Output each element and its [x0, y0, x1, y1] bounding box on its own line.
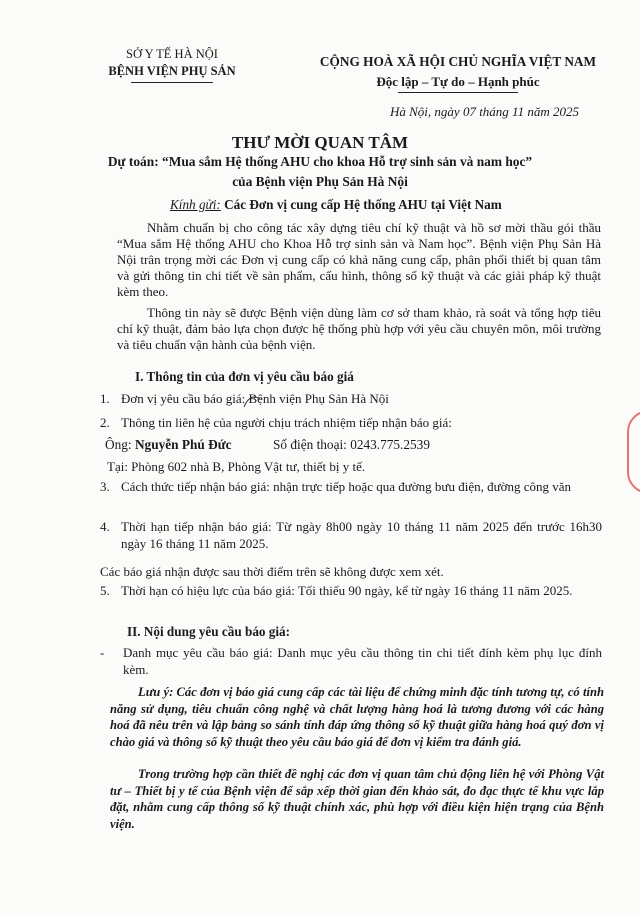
item-text: Danh mục yêu cầu báo giá: Danh mục yêu cầu thông tin chi tiết đính kèm phụ lục đính kèm. — [123, 645, 602, 677]
document-subtitle — [0, 152, 640, 192]
recipient-line — [170, 197, 502, 213]
list-item-4 — [100, 518, 602, 552]
issuer-underline — [131, 82, 213, 83]
pen-mark — [238, 391, 268, 413]
national-header — [318, 52, 598, 93]
issue-date: Hà Nội, ngày 07 tháng 11 năm 2025 — [390, 104, 579, 119]
late-submission-note: Các báo giá nhận được sau thời điểm trên sẽ không được xem xét. — [100, 564, 444, 579]
national-motto: Độc lập – Tự do – Hạnh phúc — [376, 74, 540, 89]
intro-paragraph-2: Thông tin này sẽ được Bệnh viện dùng làm cơ sở tham khảo, rà soát và tổng hợp tiêu chí kỹ thuật, đảm bảo lựa chọn được hệ thống phù hợp với yêu cầu chuyên môn, môi trường và tiêu chuẩn vận hành của bệnh viện. — [117, 305, 601, 352]
contact-line — [105, 436, 585, 453]
recipient-value: Các Đơn vị cung cấp Hệ thống AHU tại Việt Nam — [224, 197, 502, 212]
intro-paragraph-1: Nhằm chuẩn bị cho công tác xây dựng tiêu chí kỹ thuật và hồ sơ mời thầu gói thầu “Mua sắm Hệ thống AHU cho Khoa Hỗ trợ sinh sản và Nam học”. Bệnh viện Phụ Sản Hà Nội trân trọng mời các Đơn vị cung cấp có khả năng cung cấp, phân phối thiết bị quan tâm và gửi thông tin chi tiết về sản phẩm, cấu hình, thông số kỹ thuật và các giải pháp kỹ thuật kèm theo. — [117, 220, 601, 299]
subtitle-line-2: của Bệnh viện Phụ Sản Hà Nội — [232, 174, 408, 189]
document-title: THƯ MỜI QUAN TÂM — [231, 133, 409, 152]
item-number: 2. — [100, 415, 110, 430]
contact-phone: Số điện thoại: 0243.775.2539 — [273, 437, 430, 452]
bullet-dash: - — [100, 645, 105, 660]
item-text: Thời hạn có hiệu lực của báo giá: Tối thiểu 90 ngày, kể từ ngày 16 tháng 11 năm 2025. — [121, 583, 573, 598]
item-number: 4. — [100, 519, 110, 534]
contact-address: Tại: Phòng 602 nhà B, Phòng Vật tư, thiết bị y tế. — [107, 459, 366, 474]
item-number: 5. — [100, 583, 110, 598]
contact-request-paragraph: Trong trường hợp cần thiết đề nghị các đơn vị quan tâm chủ động liên hệ với Phòng Vật tư – Thiết bị y tế của Bệnh viện để sắp xếp thời gian đến khảo sát, đo đạc thực tế khu vực lắp đặt, nhằm cung cấp thông số kỹ thuật chính xác, phù hợp với điều kiện hiện trạng của Bệnh viện. — [110, 767, 604, 831]
department-name: SỞ Y TẾ HÀ NỘI — [126, 47, 218, 61]
red-seal-stamp — [627, 410, 640, 494]
note-paragraph: Lưu ý: Các đơn vị báo giá cung cấp các tài liệu để chứng minh đặc tính tương tự, có tính năng sử dụng, tiêu chuẩn công nghệ và chất lượng hàng hoá là tương đương với các hàng hoá đã nêu trên và lập bảng so sánh tính đáp ứng thông số kỹ thuật giữa hàng hoá quý đơn vị chào giá và thông số kỹ thuật theo yêu cầu báo giá để đơn vị kiểm tra đánh giá. — [110, 685, 604, 749]
item-text: Đơn vị yêu cầu báo giá: Bệnh viện Phụ Sản Hà Nội — [121, 391, 389, 406]
nation-name: CỘNG HOÀ XÃ HỘI CHỦ NGHĨA VIỆT NAM — [319, 54, 597, 69]
recipient-label: Kính gửi: — [170, 197, 221, 212]
item-number: 1. — [100, 391, 110, 406]
item-number: 3. — [100, 479, 110, 494]
item-text: Cách thức tiếp nhận báo giá: nhận trực tiếp hoặc qua đường bưu điện, đường công văn — [121, 479, 572, 494]
item-text: Thông tin liên hệ của người chịu trách nhiệm tiếp nhận báo giá: — [121, 415, 452, 430]
contact-name: Nguyễn Phú Đức — [134, 437, 232, 452]
item-text: Thời hạn tiếp nhận báo giá: Từ ngày 8h00 ngày 10 tháng 11 năm 2025 đến trước 16h30 ngày 16 tháng 11 năm 2025. — [121, 519, 602, 551]
section-1-title: I. Thông tin của đơn vị yêu cầu báo giá — [135, 369, 354, 384]
list-item-5 — [100, 582, 602, 599]
section-2-title: II. Nội dung yêu cầu báo giá: — [127, 624, 291, 639]
subtitle-line-1: Dự toán: “Mua sắm Hệ thống AHU cho khoa Hỗ trợ sinh sản và nam học” — [107, 154, 533, 169]
hospital-name: BỆNH VIỆN PHỤ SẢN — [108, 64, 236, 78]
contact-prefix: Ông: — [105, 437, 132, 452]
motto-underline — [398, 92, 518, 93]
issuer-block — [92, 46, 252, 83]
list-item-3 — [100, 478, 602, 495]
section-2-item — [100, 644, 602, 678]
